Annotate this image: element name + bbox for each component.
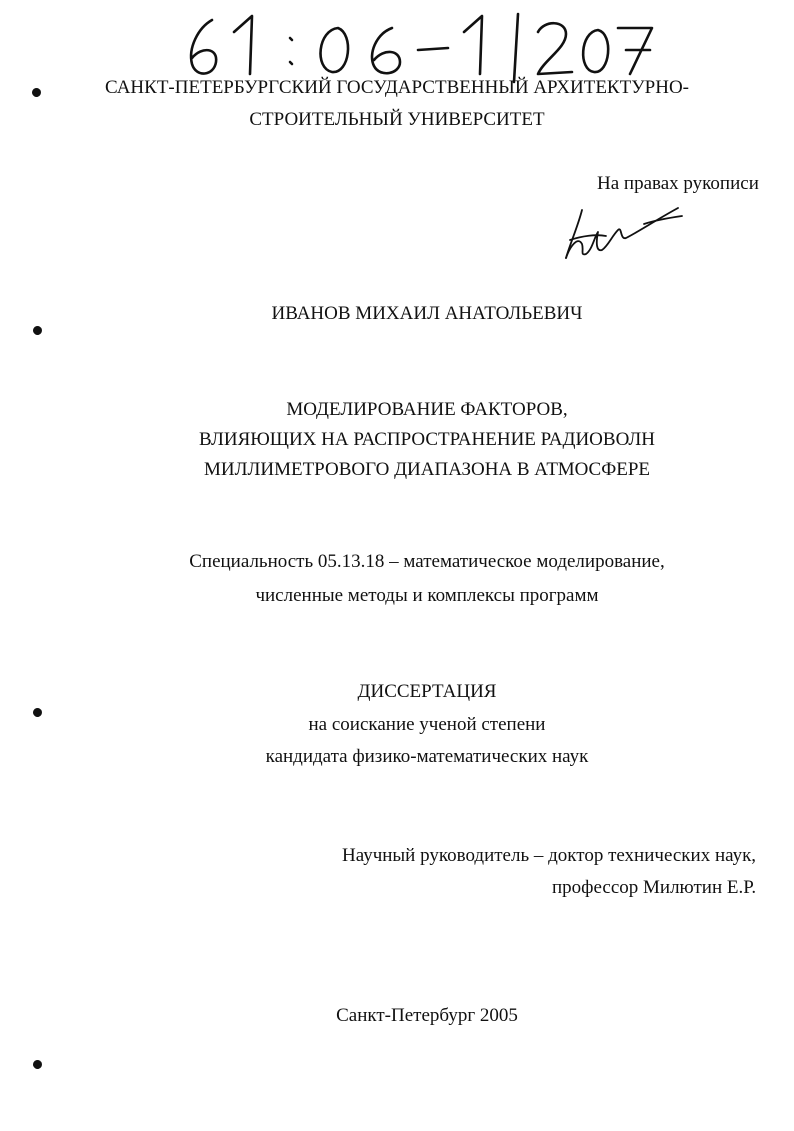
- footer-city-year: Санкт-Петербург 2005: [336, 1005, 518, 1026]
- scan-mark-dot: [31, 1058, 43, 1070]
- specialty-line-2: численные методы и комплексы программ: [255, 585, 599, 606]
- university-line-1: САНКТ-ПЕТЕРБУРГСКИЙ ГОСУДАРСТВЕННЫЙ АРХИТЕКТУРНО-: [104, 77, 690, 98]
- supervisor-line-2: профессор Милютин Е.Р.: [552, 877, 757, 898]
- dissertation-line-1: на соискание ученой степени: [308, 714, 546, 735]
- dissertation-line-2: кандидата физико-математических наук: [265, 746, 589, 767]
- university-line-2: СТРОИТЕЛЬНЫЙ УНИВЕРСИТЕТ: [249, 109, 545, 130]
- rights-note: На правах рукописи: [597, 173, 759, 194]
- author-name: ИВАНОВ МИХАИЛ АНАТОЛЬЕВИЧ: [271, 303, 583, 324]
- title-line-2: ВЛИЯЮЩИХ НА РАСПРОСТРАНЕНИЕ РАДИОВОЛН: [199, 429, 655, 450]
- title-line-3: МИЛЛИМЕТРОВОГО ДИАПАЗОНА В АТМОСФЕРЕ: [203, 459, 651, 480]
- author-signature: [560, 196, 685, 264]
- dissertation-heading: ДИССЕРТАЦИЯ: [357, 681, 497, 702]
- supervisor-line-1: Научный руководитель – доктор технических наук,: [342, 845, 757, 866]
- handwritten-archive-number: [178, 4, 658, 84]
- scan-mark-dot: [31, 324, 43, 336]
- title-line-1: МОДЕЛИРОВАНИЕ ФАКТОРОВ,: [286, 399, 568, 420]
- specialty-line-1: Специальность 05.13.18 – математическое моделирование,: [189, 551, 665, 572]
